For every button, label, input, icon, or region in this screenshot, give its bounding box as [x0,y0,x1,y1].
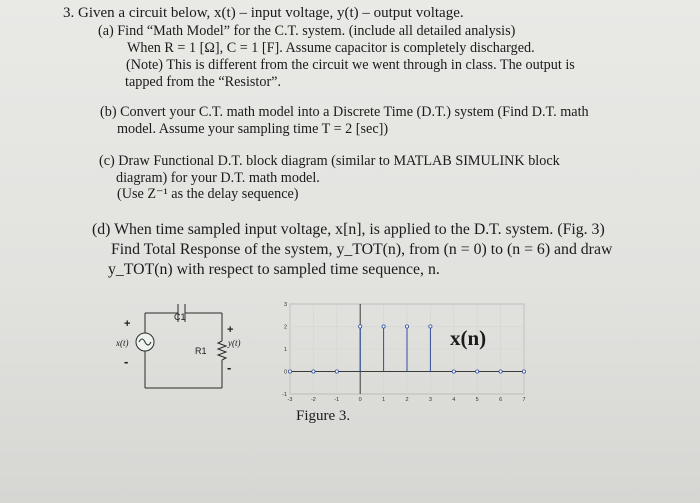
stem-marker [382,325,385,328]
part-c-line3: (Use Z⁻¹ as the delay sequence) [117,186,299,202]
y-tick-label: -1 [282,392,287,398]
output-plus-sign: + [227,324,234,336]
x-tick-label: 4 [452,397,456,403]
input-plus-sign: + [124,318,131,330]
x-tick-label: 6 [499,397,503,403]
y-tick-label: 3 [283,302,287,308]
x-tick-label: 3 [428,397,432,403]
figure-caption: Figure 3. [296,408,351,424]
part-a-line1: (a) Find “Math Model” for the C.T. system. (include all detailed analysis) [98,23,516,39]
output-minus-sign: - [227,360,232,375]
x-tick-label: -1 [334,397,340,403]
x-tick-label: 2 [405,397,409,403]
stem-marker [312,370,315,373]
y-tick-label: 1 [283,347,287,353]
y-tick-label: 0 [283,369,287,376]
input-minus-sign: - [124,354,129,369]
x-tick-label: 1 [382,397,386,403]
stem-marker [499,370,502,373]
part-d-line1: (d) When time sampled input voltage, x[n], is applied to the D.T. system. (Fig. 3) [92,221,605,238]
resistor-symbol [218,341,226,360]
x-tick-label: -3 [287,397,293,403]
part-c-line2: diagram) for your D.T. math model. [116,170,320,186]
input-voltage-label: x(t) [116,338,129,348]
part-d-line3: y_TOT(n) with respect to sampled time sequence, n. [108,261,440,278]
stem-marker [452,370,455,373]
stem-marker [429,325,432,328]
part-c-line1: (c) Draw Functional D.T. block diagram (similar to MATLAB SIMULINK block [99,153,560,169]
rc-circuit-diagram [108,293,268,403]
signal-label: x(n) [450,326,487,350]
part-a-line2: When R = 1 [Ω], C = 1 [F]. Assume capacitor is completely discharged. [127,40,535,56]
stem-marker [335,370,338,373]
x-tick-label: 7 [522,397,526,403]
part-b-line1: (b) Convert your C.T. math model into a Discrete Time (D.T.) system (Find D.T. math [100,104,589,120]
stem-marker [476,370,479,373]
part-a-line3: (Note) This is different from the circuit we went through in class. The output is [126,57,575,73]
part-a-line4: tapped from the “Resistor”. [125,74,282,90]
x-tick-label: -2 [310,397,316,403]
stem-marker [288,370,291,373]
part-d-line2: Find Total Response of the system, y_TOT(n), from (n = 0) to (n = 6) and draw [111,241,613,258]
stem-marker [522,370,525,373]
resistor-label: R1 [195,346,207,356]
stem-marker [405,325,408,328]
y-tick-label: 2 [283,324,287,331]
capacitor-label: C1 [174,312,186,322]
part-b-line2: model. Assume your sampling time T = 2 [sec]) [117,121,389,137]
x-tick-label: 5 [475,397,479,403]
stem-plot [278,298,528,408]
stem-marker [359,325,362,328]
x-tick-label: 0 [358,397,362,403]
problem-intro: 3. Given a circuit below, x(t) – input voltage, y(t) – output voltage. [63,5,464,21]
output-voltage-label: y(t) [228,338,241,348]
